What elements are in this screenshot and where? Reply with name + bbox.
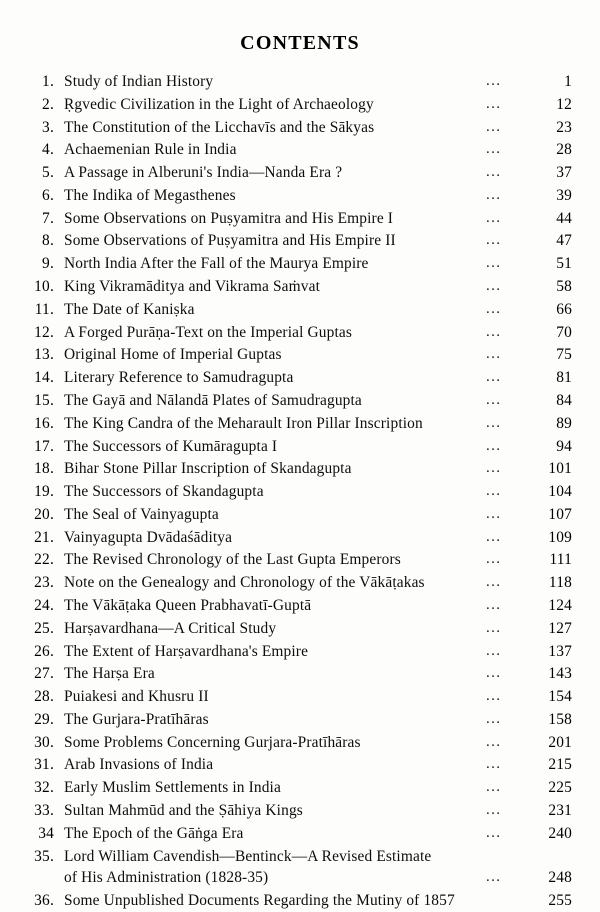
toc-row[interactable] — [24, 117, 572, 139]
toc-entry-title-line: Some Problems Concerning Gurjara-Pratīhāras — [64, 733, 361, 751]
toc-entry-title — [64, 94, 486, 116]
toc-entry-page-number: 39 — [556, 186, 572, 204]
toc-leader-dots: ... — [486, 869, 502, 886]
toc-leader-dots: ... — [486, 483, 502, 500]
toc-entry-title-line: Ṛgvedic Civilization in the Light of Archaeology — [64, 95, 374, 113]
toc-row[interactable] — [24, 367, 572, 389]
toc-row[interactable] — [24, 641, 572, 663]
toc-leader-dots: ... — [486, 665, 502, 682]
toc-entry-page-number: 104 — [548, 483, 572, 501]
toc-entry-number: 33. — [34, 802, 54, 819]
toc-entry — [64, 299, 572, 321]
toc-entry-number: 22. — [34, 551, 54, 569]
toc-entry-page-number: 81 — [556, 369, 572, 387]
toc-leader-dots: ... — [486, 551, 502, 568]
toc-leader-dots: ... — [486, 346, 502, 363]
toc-entry-title-line: Some Observations on Puṣyamitra and His Empire I — [64, 209, 394, 227]
toc-leader-dots: ... — [486, 414, 502, 431]
toc-entry-title — [64, 663, 486, 685]
toc-entry-number: 8. — [42, 232, 54, 250]
toc-entry-number: 1. — [42, 73, 54, 90]
toc-entry-title — [64, 208, 486, 230]
toc-entry-number: 36. — [34, 891, 54, 909]
toc-entry-page-number: 109 — [548, 528, 572, 546]
toc-entry — [64, 344, 572, 366]
toc-entry-title-line: Harṣavardhana—A Critical Study — [64, 619, 277, 637]
toc-row[interactable] — [24, 390, 572, 412]
toc-entry — [64, 527, 572, 549]
toc-entry-number: 27. — [34, 665, 54, 683]
toc-entry-title-line: Original Home of Imperial Guptas — [64, 346, 282, 364]
toc-entry-page-number: 28 — [556, 141, 572, 159]
toc-entry-title-line: The Epoch of the Gāṅga Era — [64, 824, 244, 842]
toc-entry-number: 26. — [34, 642, 54, 660]
toc-entry-title-line: Puiakesi and Khusru II — [64, 688, 209, 706]
toc-entry-title-line: Achaemenian Rule in India — [64, 141, 237, 159]
toc-entry-page-number: 75 — [556, 346, 572, 364]
toc-entry-title-line: The Extent of Harṣavardhana's Empire — [64, 642, 309, 660]
toc-entry-title — [64, 732, 486, 754]
toc-leader-dots: ... — [486, 596, 502, 613]
toc-entry-title — [64, 344, 486, 366]
toc-entry-page-number: 37 — [556, 164, 572, 182]
toc-entry — [64, 71, 572, 93]
toc-entry-number: 35. — [34, 847, 54, 865]
toc-entry-number: 32. — [34, 779, 54, 797]
table-of-contents — [24, 71, 572, 912]
toc-row[interactable] — [24, 823, 572, 845]
toc-entry-title — [64, 709, 486, 731]
toc-entry-title-line: A Forged Purāṇa-Text on the Imperial Guptas — [64, 323, 353, 341]
toc-row[interactable] — [24, 709, 572, 731]
toc-entry-title — [64, 890, 486, 912]
toc-entry — [64, 94, 572, 116]
toc-entry-number: 25. — [34, 619, 54, 637]
toc-entry-page-number: 248 — [548, 869, 572, 887]
toc-row[interactable] — [24, 162, 572, 184]
toc-entry-number: 29. — [34, 710, 54, 728]
toc-entry — [64, 481, 572, 503]
toc-row[interactable] — [24, 253, 572, 275]
toc-entry-page-number: 137 — [548, 642, 572, 660]
toc-entry-page-number: 84 — [556, 391, 572, 409]
toc-row[interactable] — [24, 549, 572, 571]
toc-entry — [64, 823, 572, 845]
toc-entry-page-number: 225 — [548, 779, 572, 797]
toc-entry-title — [64, 185, 486, 207]
toc-leader-dots: ... — [486, 574, 502, 591]
toc-row[interactable] — [24, 846, 572, 889]
toc-entry-title — [64, 641, 486, 663]
toc-entry — [64, 709, 572, 731]
toc-entry-title-line: The Successors of Kumāragupta I — [64, 437, 278, 455]
toc-row[interactable] — [24, 413, 572, 435]
toc-row[interactable] — [24, 686, 572, 708]
toc-entry-title-line: The Constitution of the Licchavīs and the Sākyas — [64, 118, 375, 136]
toc-entry — [64, 436, 572, 458]
toc-entry-title-line: The Vākāṭaka Queen Prabhavatī-Guptā — [64, 596, 312, 614]
toc-entry-title-line: The Indika of Megasthenes — [64, 186, 236, 204]
toc-entry-title-line: Vainyagupta Dvādaśāditya — [64, 528, 233, 546]
toc-leader-dots: ... — [486, 209, 502, 226]
toc-entry-title-line: Note on the Genealogy and Chronology of the Vākāṭakas — [64, 574, 425, 592]
toc-entry-number: 7. — [42, 209, 54, 227]
toc-entry-page-number: 143 — [548, 665, 572, 683]
toc-row[interactable] — [24, 208, 572, 230]
toc-entry-number: 3. — [42, 118, 54, 136]
toc-entry-title-line: The Revised Chronology of the Last Gupta Emperors — [64, 551, 401, 569]
toc-row[interactable] — [24, 299, 572, 321]
toc-leader-dots: ... — [486, 460, 502, 477]
toc-leader-dots: ... — [486, 802, 502, 818]
toc-row[interactable] — [24, 754, 572, 776]
toc-entry-number: 31. — [34, 756, 54, 774]
toc-entry-number: 15. — [34, 391, 54, 409]
toc-entry-title — [64, 413, 486, 435]
toc-entry-number: 14. — [34, 369, 54, 387]
toc-entry-page-number: 89 — [556, 414, 572, 432]
toc-row[interactable] — [24, 527, 572, 549]
toc-leader-dots: ... — [486, 391, 502, 408]
toc-entry — [64, 846, 572, 889]
toc-entry-title — [64, 595, 486, 617]
toc-leader-dots: ... — [486, 619, 502, 636]
toc-row[interactable] — [24, 572, 572, 594]
toc-leader-dots: ... — [486, 278, 502, 295]
toc-leader-dots: ... — [486, 756, 502, 773]
toc-entry-title-line: A Passage in Alberuni's India—Nanda Era ? — [64, 164, 343, 182]
toc-entry-number: 4. — [42, 141, 54, 159]
toc-entry-page-number: 158 — [548, 710, 572, 728]
toc-entry-title-line: Some Unpublished Documents Regarding the Mutiny of 1857 — [64, 891, 455, 909]
toc-leader-dots: ... — [486, 779, 502, 796]
toc-entry-title — [64, 117, 486, 139]
toc-entry-title-line: Some Observations of Puṣyamitra and His Empire II — [64, 232, 396, 250]
toc-entry-page-number: 47 — [556, 232, 572, 250]
toc-entry-number: 23. — [34, 574, 54, 592]
toc-entry-number: 11. — [34, 300, 54, 318]
toc-entry — [64, 754, 572, 776]
toc-entry-title-line: Literary Reference to Samudragupta — [64, 369, 294, 387]
toc-entry-page-number: 231 — [548, 802, 572, 819]
toc-entry-number: 34 — [38, 824, 54, 842]
toc-leader-dots: ... — [486, 824, 502, 841]
toc-entry-title — [64, 527, 486, 549]
toc-row[interactable] — [24, 139, 572, 161]
toc-entry-title-line: The Successors of Skandagupta — [64, 483, 264, 501]
toc-entry-title — [64, 800, 486, 822]
toc-entry-title — [64, 549, 486, 571]
toc-leader-dots: ... — [486, 232, 502, 249]
toc-entry-page-number: 111 — [549, 551, 572, 569]
toc-row[interactable] — [24, 230, 572, 252]
toc-leader-dots: ... — [486, 505, 502, 522]
toc-entry-page-number: 124 — [548, 596, 572, 614]
toc-entry-title — [64, 71, 486, 93]
toc-row[interactable] — [24, 890, 572, 912]
toc-entry-number: 2. — [42, 95, 54, 113]
toc-entry-title-line: Arab Invasions of India — [64, 756, 214, 774]
toc-leader-dots: ... — [486, 164, 502, 181]
toc-entry-title-line: Early Muslim Settlements in India — [64, 779, 281, 797]
toc-entry-number: 19. — [34, 483, 54, 501]
toc-entry-title — [64, 367, 486, 389]
toc-row[interactable] — [24, 344, 572, 366]
page-title: CONTENTS — [240, 32, 360, 54]
toc-row[interactable] — [24, 504, 572, 526]
toc-entry — [64, 549, 572, 571]
toc-entry-page-number: 215 — [548, 756, 572, 774]
toc-entry-number: 18. — [34, 460, 54, 478]
toc-leader-dots: ... — [486, 141, 502, 158]
toc-entry — [64, 230, 572, 252]
toc-entry-title-line: Lord William Cavendish—Bentinck—A Revised Estimate — [64, 847, 432, 865]
toc-leader-dots: ... — [486, 710, 502, 727]
toc-entry-page-number: 23 — [556, 118, 572, 136]
toc-entry-number: 6. — [42, 186, 54, 204]
toc-entry-page-number: 44 — [556, 209, 572, 227]
toc-row[interactable] — [24, 595, 572, 617]
toc-entry-page-number: 66 — [556, 300, 572, 318]
toc-entry-page-number: 107 — [548, 505, 572, 523]
toc-entry-page-number: 12 — [556, 95, 572, 113]
toc-entry-title — [64, 276, 486, 298]
toc-row[interactable] — [24, 481, 572, 503]
toc-leader-dots: ... — [486, 118, 502, 135]
toc-entry-title — [64, 572, 486, 594]
toc-entry-title-line: The King Candra of the Meharault Iron Pillar Inscription — [64, 414, 423, 432]
toc-entry — [64, 504, 572, 526]
toc-entry — [64, 162, 572, 184]
toc-entry-title-line: The Gayā and Nālandā Plates of Samudragupta — [64, 391, 362, 409]
toc-entry-number: 20. — [34, 505, 54, 523]
toc-row[interactable] — [24, 663, 572, 685]
toc-entry-title-line: The Harṣa Era — [64, 665, 155, 683]
toc-entry-number: 16. — [34, 414, 54, 432]
toc-entry-page-number: 127 — [548, 619, 572, 637]
toc-entry — [64, 641, 572, 663]
toc-entry — [64, 732, 572, 754]
toc-entry — [64, 663, 572, 685]
toc-leader-dots: ... — [486, 300, 502, 317]
toc-entry — [64, 117, 572, 139]
toc-entry-title — [64, 299, 486, 321]
toc-entry-title — [64, 436, 486, 458]
toc-leader-dots: ... — [486, 437, 502, 454]
toc-entry-title — [64, 754, 486, 776]
toc-entry — [64, 413, 572, 435]
toc-row[interactable] — [24, 436, 572, 458]
toc-entry-page-number: 1 — [564, 73, 572, 90]
toc-entry-title-line: The Date of Kaniṣka — [64, 300, 195, 318]
toc-entry — [64, 276, 572, 298]
toc-leader-dots: ... — [486, 528, 502, 545]
toc-entry-title — [64, 458, 486, 480]
toc-entry-title — [64, 846, 486, 889]
toc-entry-title-line: The Seal of Vainyagupta — [64, 505, 219, 523]
toc-leader-dots: ... — [486, 73, 502, 89]
toc-entry-number: 13. — [34, 346, 54, 364]
toc-entry-title — [64, 162, 486, 184]
toc-entry-page-number: 58 — [556, 278, 572, 296]
toc-entry-title — [64, 618, 486, 640]
toc-row[interactable] — [24, 458, 572, 480]
toc-entry — [64, 253, 572, 275]
toc-entry — [64, 185, 572, 207]
toc-leader-dots: ... — [486, 369, 502, 386]
toc-entry-page-number: 201 — [548, 733, 572, 751]
toc-entry-number: 9. — [42, 255, 54, 273]
toc-leader-dots: ... — [486, 733, 502, 750]
toc-entry — [64, 572, 572, 594]
toc-entry — [64, 390, 572, 412]
toc-entry-title — [64, 390, 486, 412]
toc-entry — [64, 595, 572, 617]
toc-entry-title-line: The Gurjara-Pratīhāras — [64, 710, 209, 728]
toc-entry-title — [64, 504, 486, 526]
toc-row[interactable] — [24, 71, 572, 93]
toc-entry-page-number: 240 — [548, 824, 572, 842]
toc-entry-page-number: 154 — [548, 688, 572, 706]
toc-entry-number: 30. — [34, 733, 54, 751]
toc-entry — [64, 618, 572, 640]
toc-entry-number: 24. — [34, 596, 54, 614]
toc-entry-title — [64, 686, 486, 708]
toc-entry-title-line: Study of Indian History — [64, 73, 214, 90]
toc-entry-page-number: 255 — [548, 891, 572, 909]
toc-entry-number: 5. — [42, 164, 54, 182]
toc-entry-number: 12. — [34, 323, 54, 341]
toc-entry — [64, 208, 572, 230]
toc-leader-dots: ... — [486, 186, 502, 203]
toc-entry — [64, 322, 572, 344]
toc-entry — [64, 458, 572, 480]
toc-entry-page-number: 70 — [556, 323, 572, 341]
toc-entry-page-number: 51 — [556, 255, 572, 273]
toc-entry-title — [64, 253, 486, 275]
toc-row[interactable] — [24, 777, 572, 799]
toc-row[interactable] — [24, 94, 572, 116]
toc-entry-title — [64, 230, 486, 252]
toc-entry-title-line: North India After the Fall of the Maurya Empire — [64, 255, 369, 273]
toc-row[interactable] — [24, 276, 572, 298]
toc-leader-dots: ... — [486, 323, 502, 340]
toc-leader-dots: ... — [486, 642, 502, 659]
toc-row[interactable] — [24, 618, 572, 640]
toc-entry-title — [64, 481, 486, 503]
toc-entry — [64, 890, 572, 912]
toc-leader-dots: ... — [486, 688, 502, 705]
toc-row[interactable] — [24, 322, 572, 344]
toc-entry-title-line: of His Administration (1828-35) — [64, 869, 269, 887]
toc-leader-dots: ... — [486, 255, 502, 272]
toc-entry — [64, 686, 572, 708]
toc-row[interactable] — [24, 732, 572, 754]
toc-entry-number: 17. — [34, 437, 54, 455]
toc-entry-title-line: Bihar Stone Pillar Inscription of Skandagupta — [64, 460, 352, 478]
toc-entry-title-line: Sultan Mahmūd and the Ṣāhiya Kings — [64, 802, 303, 819]
toc-entry-page-number: 101 — [548, 460, 572, 478]
toc-entry — [64, 777, 572, 799]
toc-entry — [64, 800, 572, 822]
toc-entry-title — [64, 139, 486, 161]
toc-entry-title — [64, 777, 486, 799]
toc-entry-page-number: 118 — [548, 574, 572, 592]
toc-leader-dots: ... — [486, 95, 502, 112]
toc-entry-title-line: King Vikramāditya and Vikrama Saṁvat — [64, 278, 321, 296]
toc-entry-number: 10. — [34, 278, 54, 296]
toc-entry — [64, 139, 572, 161]
toc-row[interactable] — [24, 800, 572, 822]
toc-entry-title — [64, 322, 486, 344]
toc-entry-number: 28. — [34, 688, 54, 706]
toc-row[interactable] — [24, 185, 572, 207]
toc-entry — [64, 367, 572, 389]
toc-entry-page-number: 94 — [556, 437, 572, 455]
toc-entry-title — [64, 823, 486, 845]
toc-entry-number: 21. — [34, 528, 54, 546]
